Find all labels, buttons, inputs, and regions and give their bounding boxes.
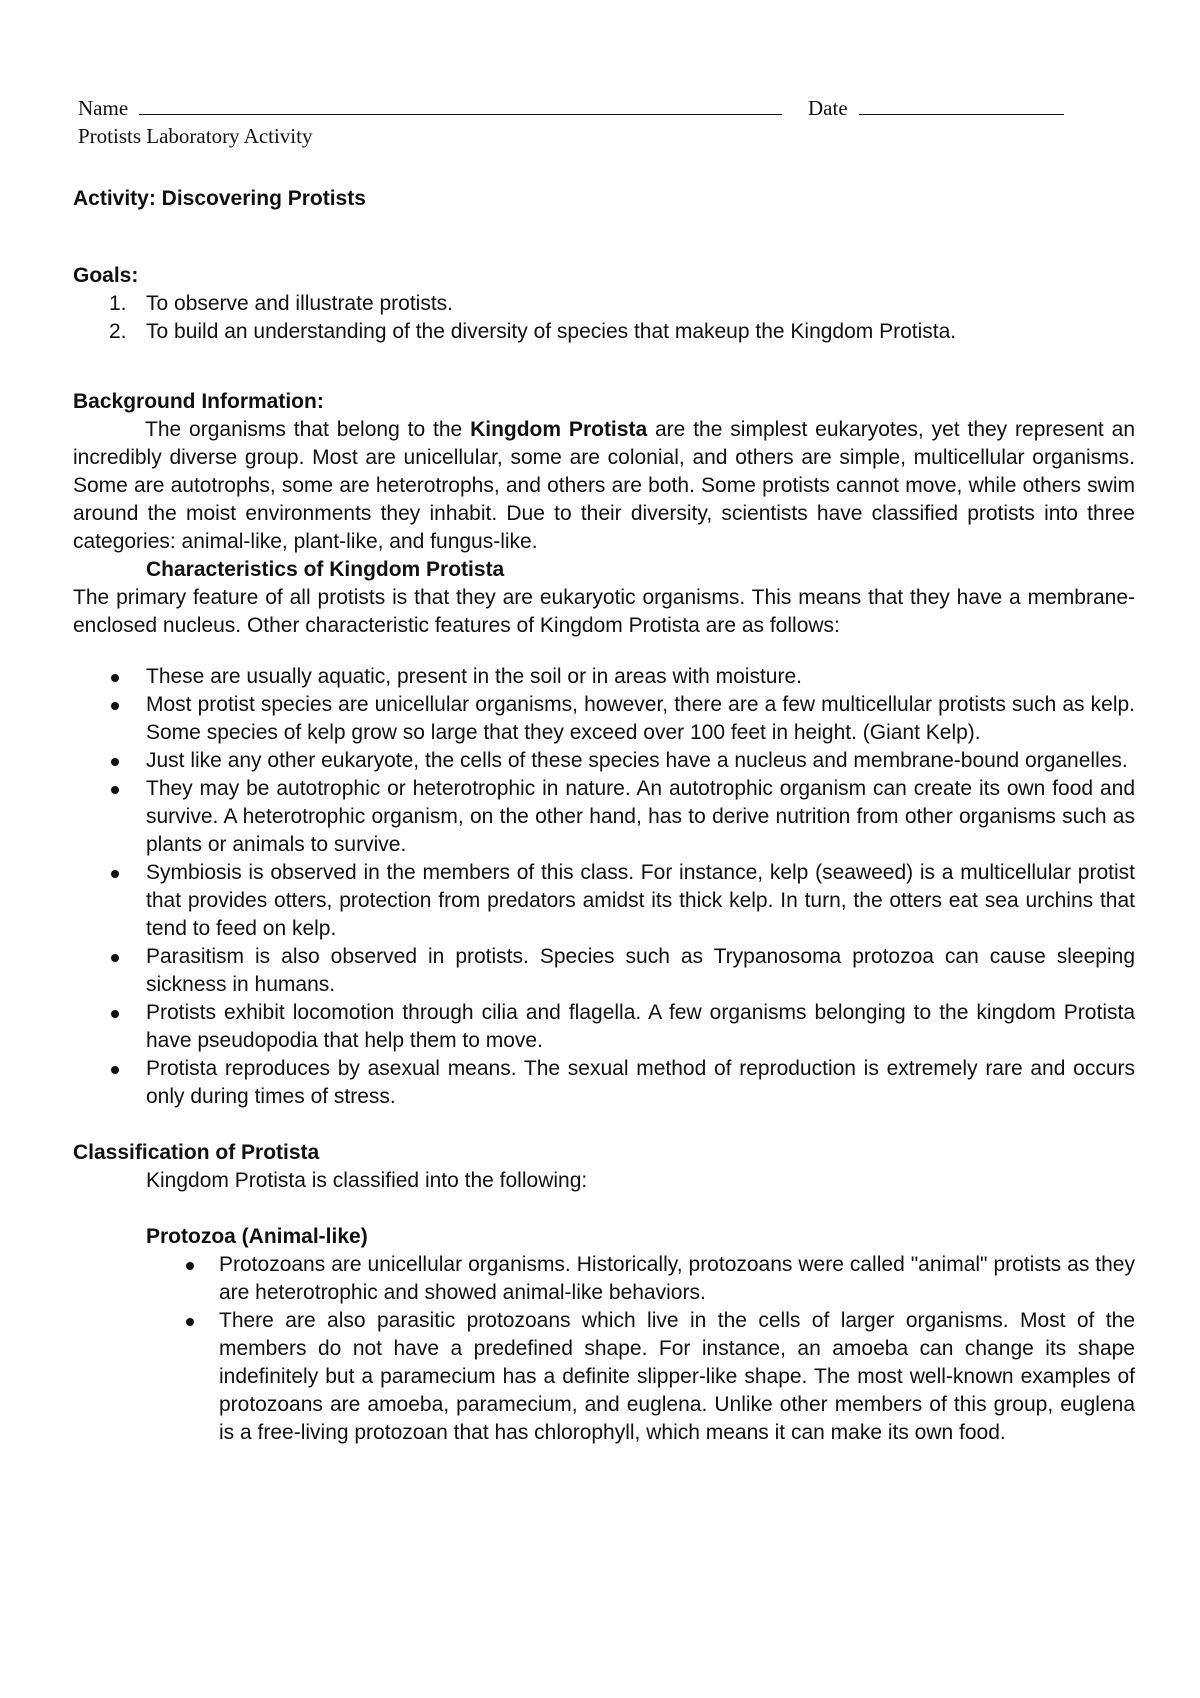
activity-title: Activity: Discovering Protists: [73, 187, 366, 210]
date-label: Date: [808, 96, 848, 120]
bullet-icon: [111, 954, 119, 962]
bullet-icon: [111, 674, 119, 682]
kingdom-protista-term: Kingdom Protista: [470, 418, 648, 441]
list-item: Just like any other eukaryote, the cells of these species have a nucleus and membrane-bound organelles.: [73, 747, 1135, 775]
bullet-icon: [111, 870, 119, 878]
list-item: Symbiosis is observed in the members of this class. For instance, kelp (seaweed) is a multicellular protist that provides otters, protection from predators amidst its thick kelp. In turn, the otters eat sea urchins that tend to feed on kelp.: [73, 859, 1135, 943]
characteristics-intro: The primary feature of all protists is that they are eukaryotic organisms. This means that they have a membrane-enclosed nucleus. Other characteristic features of Kingdom Protista are as follows:: [73, 586, 1135, 637]
list-item: 2. To build an understanding of the diversity of species that makeup the Kingdom Protista.: [109, 320, 957, 343]
bullet-icon: [111, 758, 119, 766]
classification-intro: Kingdom Protista is classified into the following:: [146, 1169, 588, 1192]
background-paragraph: The organisms that belong to the Kingdom Protista are the simplest eukaryotes, yet they represent an incredibly diverse group. Most are unicellular, some are colonial, and others are simple, multicellular organisms. Some are autotrophs, some are heterotrophs, and others are both. Some protists cannot move, while others swim around the moist environments they inhabit. Due to their diversity, scientists have classified protists into three categories: animal-like, plant-like, and fungus-like.: [73, 418, 1135, 553]
protozoa-heading: Protozoa (Animal-like): [146, 1225, 368, 1248]
classification-heading: Classification of Protista: [73, 1141, 320, 1164]
name-line: [78, 96, 782, 121]
bullet-icon: [111, 702, 119, 710]
characteristics-heading: Characteristics of Kingdom Protista: [146, 558, 505, 581]
protozoa-list: [73, 1251, 1135, 1447]
date-blank[interactable]: [859, 96, 1064, 115]
bullet-icon: [111, 786, 119, 794]
list-item: Protista reproduces by asexual means. The sexual method of reproduction is extremely rare and occurs only during times of stress.: [73, 1055, 1135, 1111]
bullet-icon: [186, 1318, 194, 1326]
goals-heading: Goals:: [73, 264, 139, 287]
bullet-icon: [111, 1010, 119, 1018]
list-item: 1. To observe and illustrate protists.: [109, 292, 453, 315]
characteristics-list: [73, 663, 1135, 1111]
list-item: These are usually aquatic, present in the soil or in areas with moisture.: [73, 663, 1135, 691]
main-content: [73, 185, 1135, 1447]
goals-list: [73, 290, 1135, 346]
list-item: There are also parasitic protozoans which live in the cells of larger organisms. Most of the members do not have a predefined shape. For instance, an amoeba can change its shape indefinitely but a paramecium has a definite slipper-like shape. The most well-known examples of protozoans are amoeba, paramecium, and euglena. Unlike other members of this group, euglena is a free-living protozoan that has chlorophyll, which means it can make its own food.: [73, 1307, 1135, 1447]
list-item: Protists exhibit locomotion through cilia and flagella. A few organisms belonging to the kingdom Protista have pseudopodia that help them to move.: [73, 999, 1135, 1055]
name-label: Name: [78, 96, 129, 120]
list-item: Parasitism is also observed in protists. Species such as Trypanosoma protozoa can cause sleeping sickness in humans.: [73, 943, 1135, 999]
bullet-icon: [186, 1262, 194, 1270]
name-blank[interactable]: [139, 96, 782, 115]
list-item: Protozoans are unicellular organisms. Historically, protozoans were called "animal" protists as they are heterotrophic and showed animal-like behaviors.: [73, 1251, 1135, 1307]
list-item: Most protist species are unicellular organisms, however, there are a few multicellular protists such as kelp. Some species of kelp grow so large that they exceed over 100 feet in height. (Giant Kelp).: [73, 691, 1135, 747]
date-line: [808, 96, 1064, 121]
list-item: They may be autotrophic or heterotrophic in nature. An autotrophic organism can create its own food and survive. A heterotrophic organism, on the other hand, has to derive nutrition from other organisms such as plants or animals to survive.: [73, 775, 1135, 859]
background-heading: Background Information:: [73, 390, 324, 413]
bullet-icon: [111, 1066, 119, 1074]
subtitle: Protists Laboratory Activity: [78, 124, 313, 148]
